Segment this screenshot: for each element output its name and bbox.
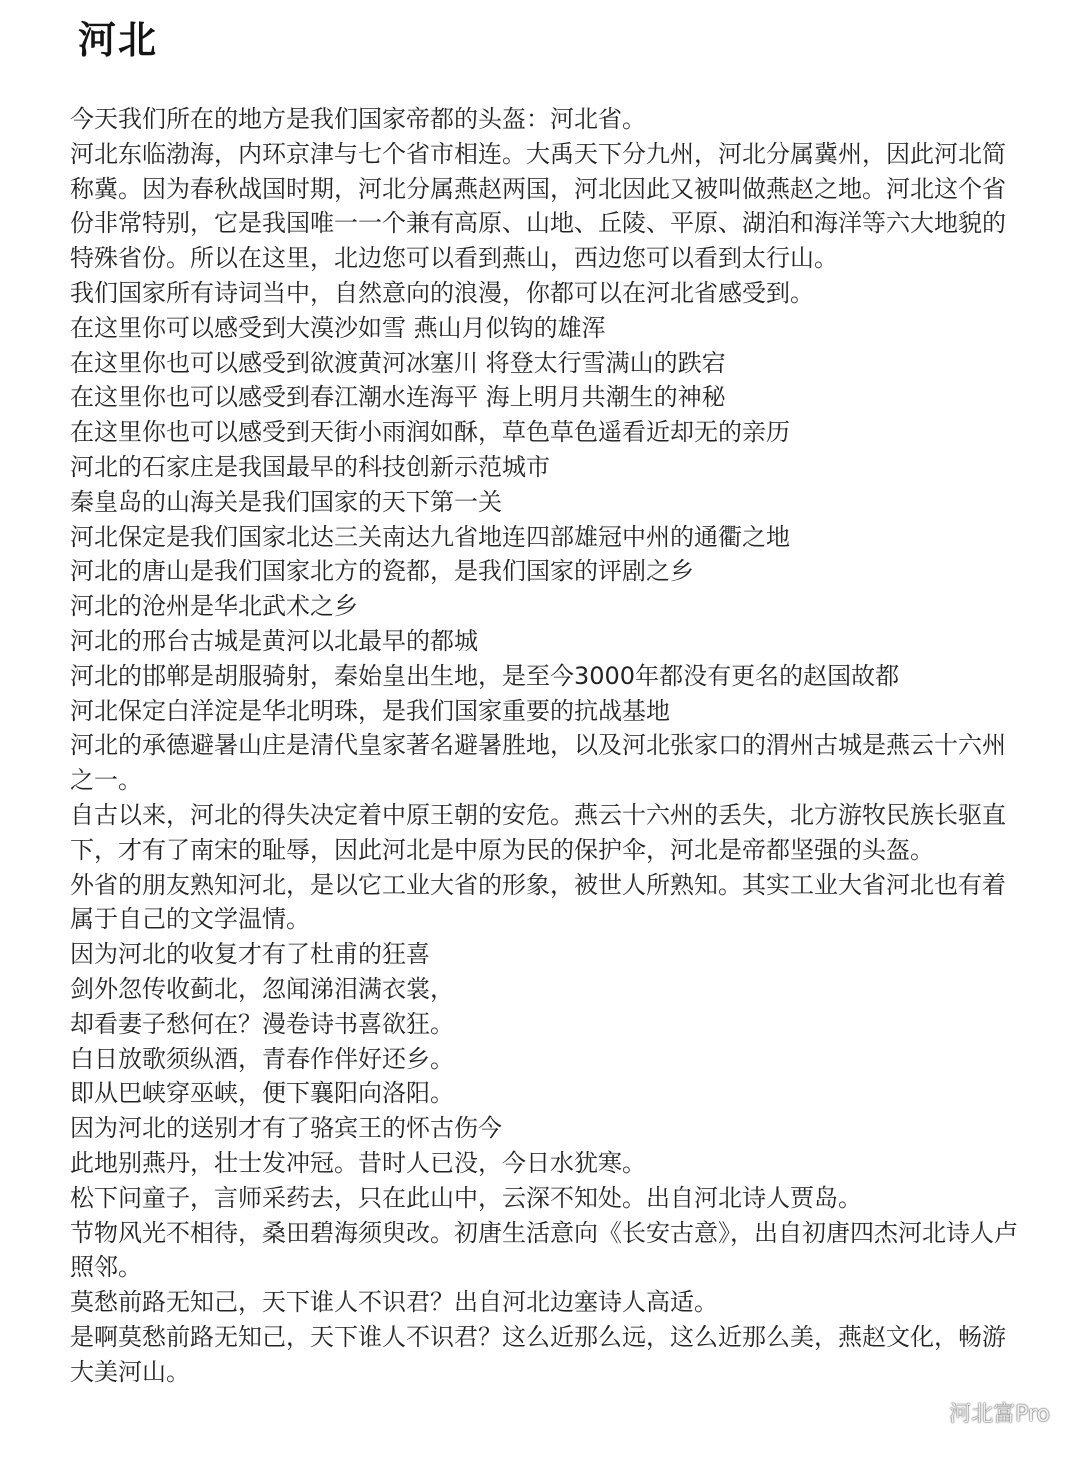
paragraph: 秦皇岛的山海关是我们国家的天下第一关 (70, 487, 502, 516)
paragraph: 河北的唐山是我们国家北方的瓷都，是我们国家的评剧之乡 (70, 557, 694, 586)
paragraph: 即从巴峡穿巫峡，便下襄阳向洛阳。 (70, 1079, 454, 1108)
paragraph: 外省的朋友熟知河北，是以它工业大省的形象，被世人所熟知。其实工业大省河北也有着属于自己的文学温情。 (70, 870, 1006, 934)
wechat-icon (911, 1401, 941, 1425)
paragraph: 河北保定是我们国家北达三关南达九省地连四部雄冠中州的通衢之地 (70, 522, 790, 551)
paragraph: 自古以来，河北的得失决定着中原王朝的安危。燕云十六州的丢失，北方游牧民族长驱直下，才有了南宋的耻辱，因此河北是中原为民的保护伞，河北是帝都坚强的头盔。 (70, 800, 1006, 864)
paragraph: 在这里你也可以感受到欲渡黄河冰塞川 将登太行雪满山的跌宕 (70, 348, 726, 377)
paragraph: 剑外忽传收蓟北，忽闻涕泪满衣裳， (70, 974, 454, 1003)
paragraph: 河北的承德避暑山庄是清代皇家著名避暑胜地，以及河北张家口的渭州古城是燕云十六州之一。 (70, 731, 1006, 795)
paragraph: 河北东临渤海，内环京津与七个省市相连。大禹天下分九州，河北分属冀州，因此河北简称冀。因为春秋战国时期，河北分属燕赵两国，河北因此又被叫做燕赵之地。河北这个省份非常特别，它是我国唯一一个兼有高原、山地、丘陵、平原、湖泊和海洋等六大地貌的特殊省份。所以在这里，北边您可以看到燕山，西边您可以看到太行山。 (70, 139, 1006, 273)
page-title: 河北 (78, 18, 159, 62)
paragraph: 因为河北的送别才有了骆宾王的怀古伤今 (70, 1114, 502, 1143)
paragraph: 白日放歌须纵酒，青春作伴好还乡。 (70, 1044, 454, 1073)
paragraph: 因为河北的收复才有了杜甫的狂喜 (70, 940, 430, 969)
paragraph: 节物风光不相待，桑田碧海须臾改。初唐生活意向《长安古意》，出自初唐四杰河北诗人卢照邻。 (70, 1218, 1018, 1282)
paragraph: 莫愁前路无知己，天下谁人不识君？出自河北边塞诗人高适。 (70, 1288, 718, 1317)
paragraph: 在这里你可以感受到大漠沙如雪 燕山月似钩的雄浑 (70, 313, 606, 342)
watermark (911, 1397, 1050, 1428)
paragraph: 是啊莫愁前路无知己，天下谁人不识君？这么近那么远，这么近那么美，燕赵文化，畅游大美河山。 (70, 1322, 1006, 1386)
paragraph: 我们国家所有诗词当中，自然意向的浪漫，你都可以在河北省感受到。 (70, 278, 814, 307)
paragraph: 河北的沧州是华北武术之乡 (70, 592, 358, 621)
paragraph: 今天我们所在的地方是我们国家帝都的头盔：河北省。 (70, 105, 646, 133)
paragraph: 在这里你也可以感受到天街小雨润如酥，草色草色遥看近却无的亲历 (70, 418, 790, 447)
paragraph: 河北的石家庄是我国最早的科技创新示范城市 (70, 452, 550, 481)
article-body (70, 102, 1020, 1389)
paragraph: 却看妻子愁何在？漫卷诗书喜欲狂。 (70, 1009, 454, 1038)
paragraph: 河北的邢台古城是黄河以北最早的都城 (70, 626, 478, 655)
paragraph: 此地别燕丹，壮士发冲冠。昔时人已没，今日水犹寒。 (70, 1148, 646, 1177)
paragraph: 河北的邯郸是胡服骑射，秦始皇出生地，是至今3000年都没有更名的赵国故都 (70, 661, 900, 690)
watermark-text: 河北富Pro (949, 1402, 1050, 1427)
paragraph: 松下问童子，言师采药去，只在此山中，云深不知处。出自河北诗人贾岛。 (70, 1183, 862, 1212)
paragraph: 河北保定白洋淀是华北明珠，是我们国家重要的抗战基地 (70, 696, 670, 725)
paragraph: 在这里你也可以感受到春江潮水连海平 海上明月共潮生的神秘 (70, 383, 726, 412)
